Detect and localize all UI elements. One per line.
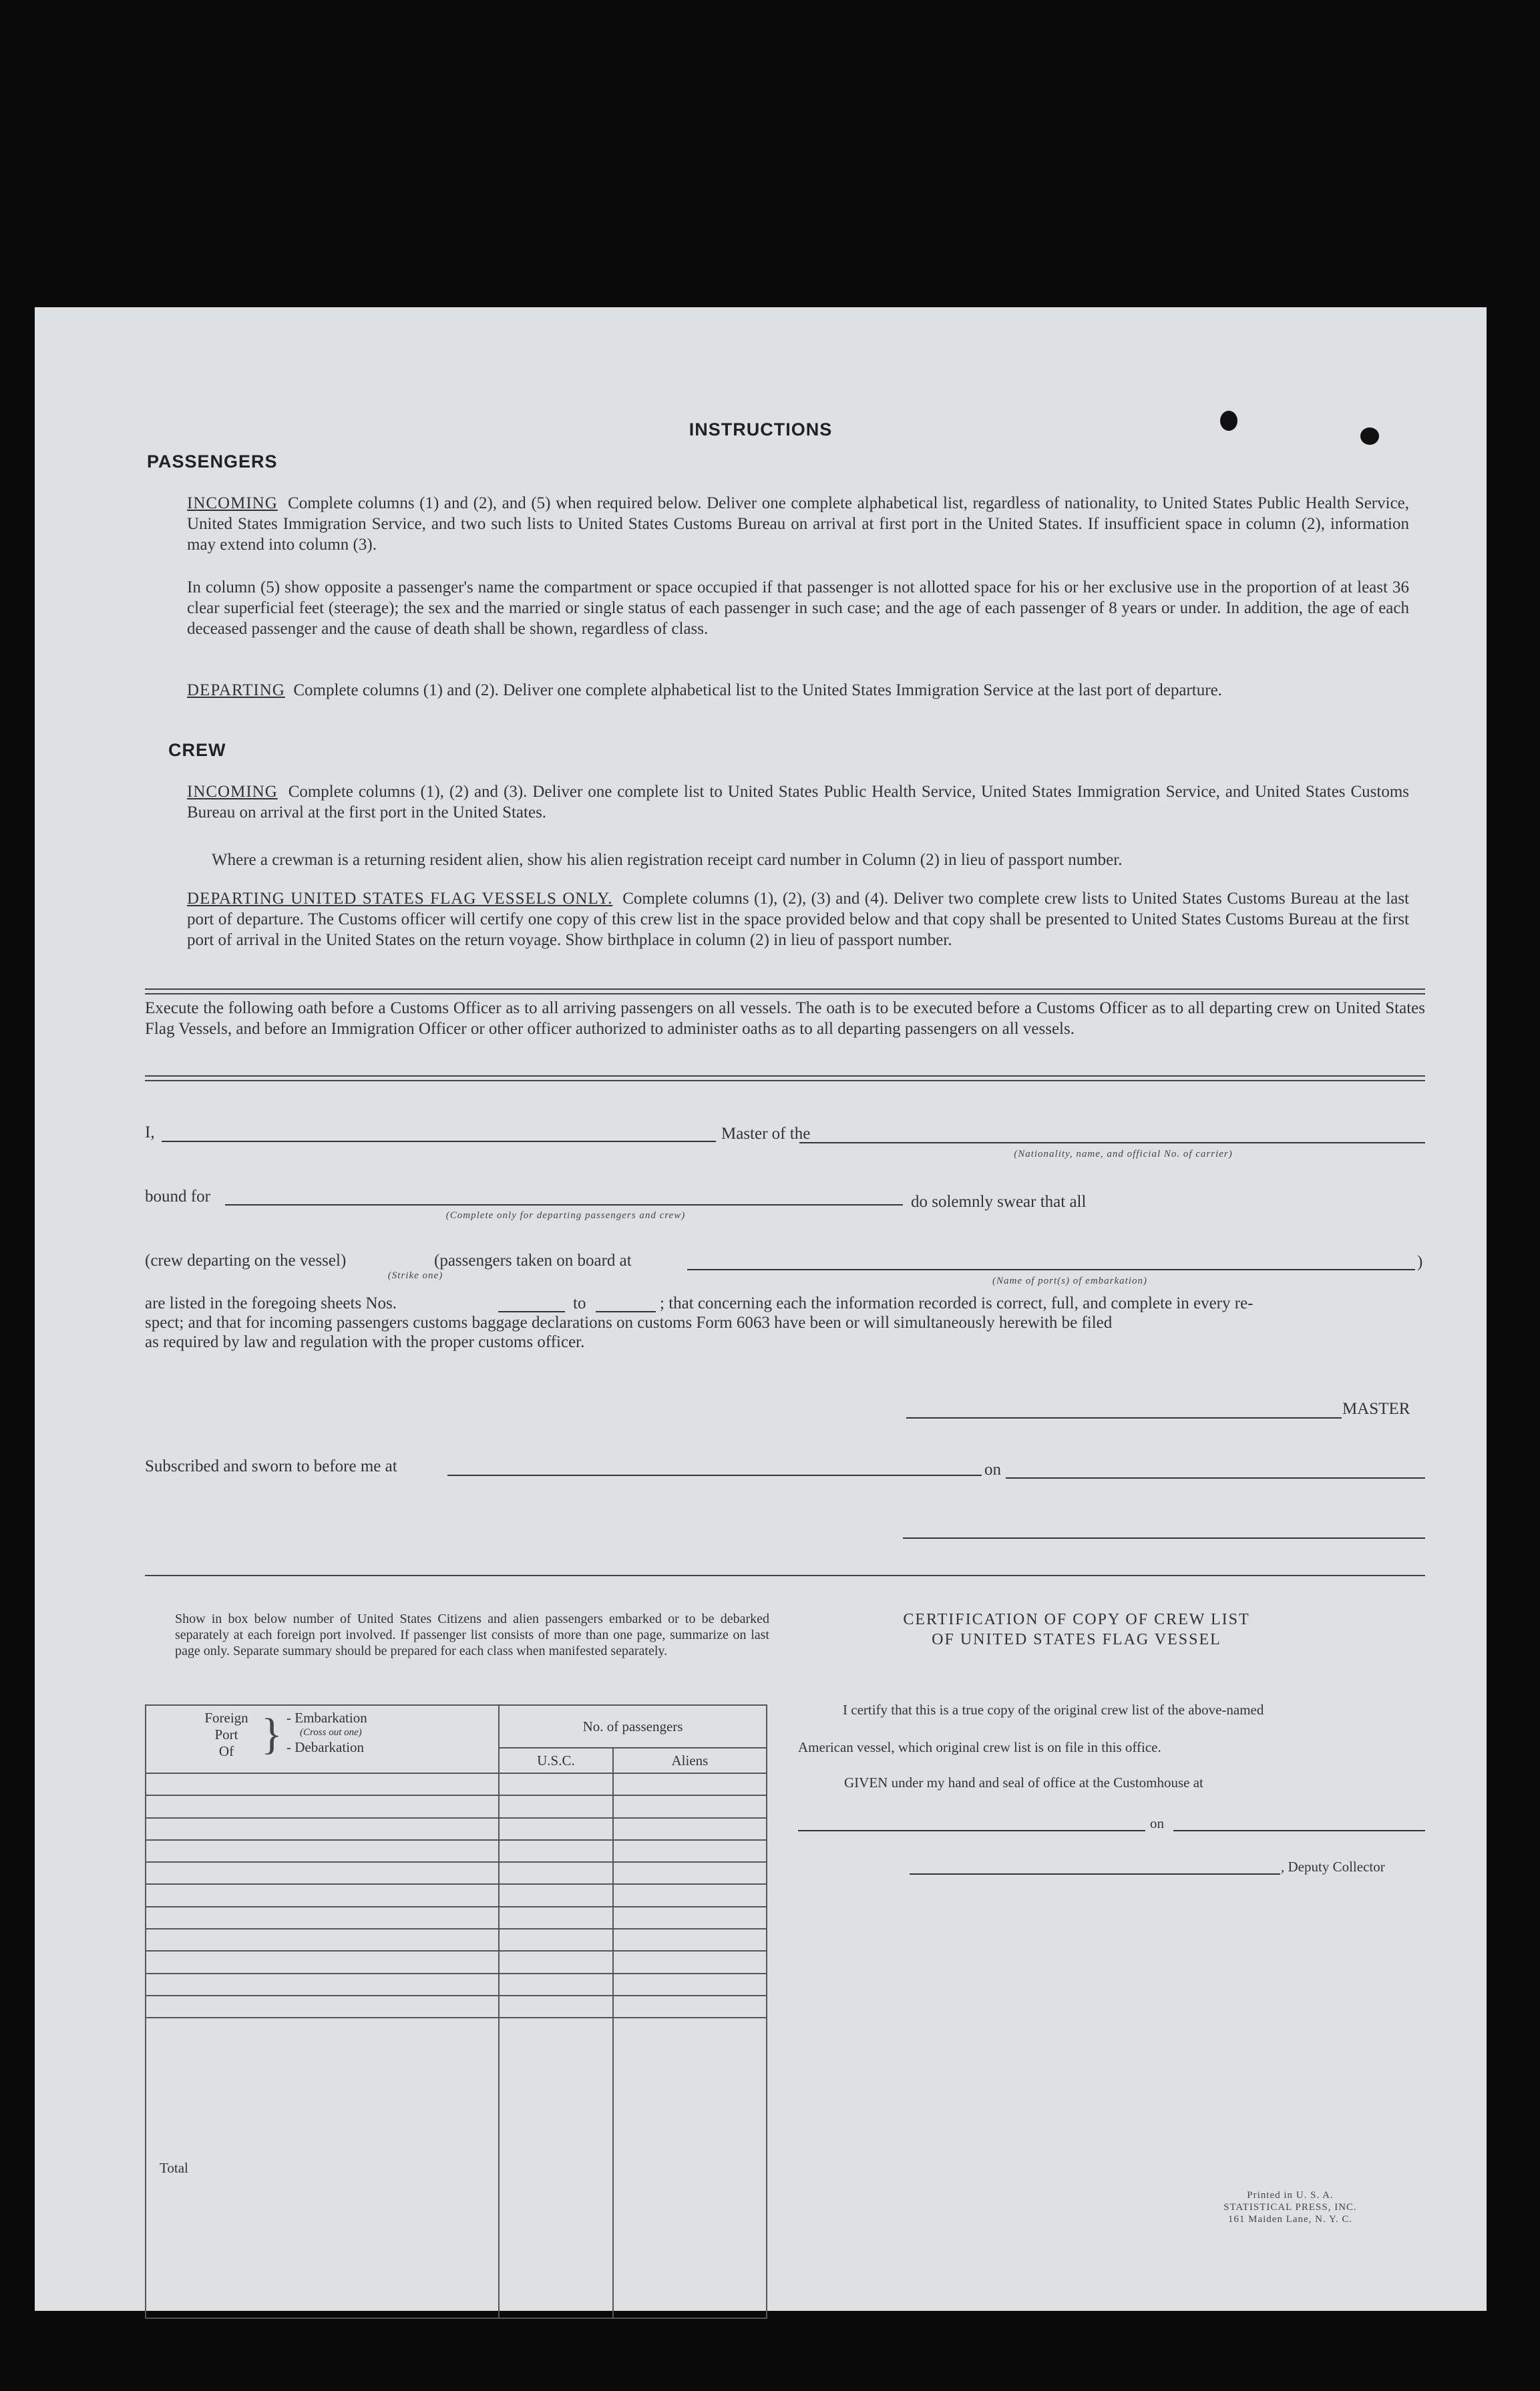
table-row bbox=[146, 1996, 767, 2018]
usc-cell[interactable] bbox=[499, 1907, 613, 1929]
port-cell[interactable] bbox=[146, 1951, 499, 1973]
crew-heading: CREW bbox=[168, 740, 226, 760]
listed-in-text: are listed in the foregoing sheets Nos. bbox=[145, 1294, 397, 1312]
usc-cell[interactable] bbox=[499, 1840, 613, 1862]
total-label: Total bbox=[146, 2018, 499, 2318]
aliens-cell[interactable] bbox=[613, 1951, 767, 1973]
deputy-collector-label: , Deputy Collector bbox=[1281, 1859, 1385, 1875]
bound-for-caption: (Complete only for departing passengers and crew) bbox=[445, 1210, 686, 1221]
printer-line1: Printed in U. S. A. bbox=[1247, 2190, 1334, 2201]
divider-single bbox=[145, 1575, 1425, 1576]
divider-double-2 bbox=[145, 1075, 1425, 1081]
usc-cell[interactable] bbox=[499, 1951, 613, 1973]
certification-title-line1: CERTIFICATION OF COPY OF CREW LIST bbox=[903, 1611, 1250, 1628]
port-label: Port bbox=[214, 1726, 238, 1742]
total-usc-cell[interactable] bbox=[499, 2018, 613, 2318]
crew-incoming-text: Complete columns (1), (2) and (3). Deliver one complete list to United States Public Health Service, United States Immigration Service, and United States Customs Bureau on arrival at the first port in the United States. bbox=[187, 783, 1410, 821]
foreign-label: Foreign bbox=[204, 1710, 248, 1726]
oath-i-label: I, bbox=[145, 1123, 155, 1141]
aliens-header: Aliens bbox=[613, 1748, 767, 1773]
swear-text: do solemnly swear that all bbox=[911, 1193, 1087, 1211]
usc-cell[interactable] bbox=[499, 1974, 613, 1996]
crew-incoming-label: INCOMING bbox=[187, 783, 278, 801]
port-cell[interactable] bbox=[146, 1795, 499, 1817]
respect-text: spect; and that for incoming passengers customs baggage declarations on customs Form 6063 have been or will simultaneously herewith be filed bbox=[145, 1314, 1113, 1332]
usc-cell[interactable] bbox=[499, 1818, 613, 1840]
sheet-to-field[interactable] bbox=[596, 1311, 656, 1312]
table-row bbox=[146, 1974, 767, 1996]
usc-cell[interactable] bbox=[499, 1773, 613, 1795]
crew-departing-paragraph bbox=[187, 888, 1409, 950]
master-name-field[interactable] bbox=[162, 1141, 716, 1142]
passengers-incoming-label: INCOMING bbox=[187, 494, 278, 512]
crew-departing-label: DEPARTING UNITED STATES FLAG VESSELS ONLY. bbox=[187, 890, 613, 908]
passengers-taken-option[interactable]: (passengers taken on board at bbox=[434, 1252, 632, 1270]
aliens-cell[interactable] bbox=[613, 1840, 767, 1862]
carrier-caption: (Nationality, name, and official No. of carrier) bbox=[1014, 1149, 1233, 1159]
aliens-cell[interactable] bbox=[613, 1996, 767, 2018]
usc-cell[interactable] bbox=[499, 1795, 613, 1817]
officer-signature-field[interactable] bbox=[903, 1537, 1425, 1539]
port-cell[interactable] bbox=[146, 1884, 499, 1906]
master-label: MASTER bbox=[1342, 1400, 1410, 1418]
aliens-cell[interactable] bbox=[613, 1929, 767, 1951]
aliens-cell[interactable] bbox=[613, 1974, 767, 1996]
of-label: Of bbox=[218, 1743, 234, 1759]
instructions-title: INSTRUCTIONS bbox=[689, 419, 833, 439]
embarkation-option[interactable]: - Embarkation bbox=[286, 1710, 367, 1726]
given-text: GIVEN under my hand and seal of office at the Customhouse at bbox=[844, 1775, 1203, 1791]
aliens-cell[interactable] bbox=[613, 1862, 767, 1884]
bound-for-label: bound for bbox=[145, 1187, 210, 1206]
usc-cell[interactable] bbox=[499, 1996, 613, 2018]
embarkation-close-paren: ) bbox=[1417, 1253, 1423, 1271]
aliens-cell[interactable] bbox=[613, 1773, 767, 1795]
certification-on-label: on bbox=[1150, 1815, 1164, 1831]
subscribed-text: Subscribed and sworn to before me at bbox=[145, 1457, 397, 1475]
total-aliens-cell[interactable] bbox=[613, 2018, 767, 2318]
port-header-cell bbox=[146, 1705, 499, 1773]
certification-date-field[interactable] bbox=[1173, 1830, 1425, 1831]
table-row bbox=[146, 1795, 767, 1817]
passengers-departing-paragraph bbox=[187, 680, 1409, 701]
summary-instruction: Show in box below number of United States Citizens and alien passengers embarked or to be debarked separately at each foreign port involved. If passenger list consists of more than one page, summarize on last page only. Separate summary should be prepared for each class when manifested separately. bbox=[175, 1612, 769, 1658]
passengers-departing-label: DEPARTING bbox=[187, 681, 285, 699]
aliens-cell[interactable] bbox=[613, 1795, 767, 1817]
printer-line2: STATISTICAL PRESS, INC. bbox=[1223, 2202, 1357, 2213]
divider-double-1 bbox=[145, 988, 1425, 994]
usc-header: U.S.C. bbox=[499, 1748, 613, 1773]
certification-title-line2: OF UNITED STATES FLAG VESSEL bbox=[932, 1631, 1221, 1648]
passenger-summary-table bbox=[145, 1704, 767, 2319]
passengers-incoming-paragraph bbox=[187, 493, 1409, 555]
aliens-cell[interactable] bbox=[613, 1907, 767, 1929]
passengers-incoming-text: Complete columns (1) and (2), and (5) when required below. Deliver one complete alphabetical list, regardless of nationality, to United States Public Health Service, United States Immigration Service, and two such lists to United States Customs Bureau on arrival at first port in the United States. If insufficient space in column (2), information may extend into column (3). bbox=[187, 494, 1410, 554]
brace-icon: } bbox=[261, 1710, 282, 1759]
american-vessel-text: American vessel, which original crew list is on file in this office. bbox=[798, 1739, 1161, 1755]
customhouse-field[interactable] bbox=[798, 1830, 1145, 1831]
required-text: as required by law and regulation with the proper customs officer. bbox=[145, 1333, 585, 1351]
cross-out-caption: (Cross out one) bbox=[300, 1727, 362, 1738]
port-cell[interactable] bbox=[146, 1974, 499, 1996]
printer-line3: 161 Maiden Lane, N. Y. C. bbox=[1227, 2214, 1353, 2225]
deputy-collector-signature-field[interactable] bbox=[910, 1873, 1280, 1875]
sworn-place-field[interactable] bbox=[447, 1475, 982, 1476]
passengers-departing-text: Complete columns (1) and (2). Deliver one complete alphabetical list to the United States Immigration Service at the last port of departure. bbox=[293, 681, 1222, 699]
bound-for-field[interactable] bbox=[225, 1204, 903, 1206]
port-cell[interactable] bbox=[146, 1907, 499, 1929]
crewman-paragraph: Where a crewman is a returning resident alien, show his alien registration receipt card number in Column (2) in lieu of passport number. bbox=[212, 851, 1123, 869]
embarkation-port-field[interactable] bbox=[687, 1269, 1415, 1270]
crew-departing-text: Complete columns (1), (2), (3) and (4). Deliver two complete crew lists to United States Customs Bureau at the last port of departure. The Customs officer will certify one copy of this crew list in the space provided below and that copy shall be presented to United States Customs Bureau at the first port of arrival in the United States on the return voyage. Show birthplace in column (2) in lieu of passport number. bbox=[187, 890, 1409, 949]
table-row bbox=[146, 1884, 767, 1906]
crew-departing-option[interactable]: (crew departing on the vessel) bbox=[145, 1252, 347, 1270]
oath-instruction: Execute the following oath before a Customs Officer as to all arriving passengers on all vessels. The oath is to be executed before a Customs Officer as to all departing crew on United States Flag Vessels, and before an Immigration Officer or other officer authorized to administer oaths as to all departing passengers on all vessels. bbox=[145, 999, 1425, 1038]
sworn-on-label: on bbox=[984, 1461, 1001, 1479]
total-row bbox=[146, 2018, 767, 2318]
usc-cell[interactable] bbox=[499, 1929, 613, 1951]
table-row bbox=[146, 1929, 767, 1951]
passengers-heading: PASSENGERS bbox=[147, 451, 278, 472]
master-of-the-label: Master of the bbox=[721, 1125, 811, 1143]
to-label: to bbox=[573, 1294, 586, 1312]
debarkation-option[interactable]: - Debarkation bbox=[286, 1739, 365, 1755]
sworn-date-field[interactable] bbox=[1006, 1477, 1425, 1479]
table-row bbox=[146, 1818, 767, 1840]
certify-text: I certify that this is a true copy of the original crew list of the above-named bbox=[843, 1702, 1264, 1718]
column5-paragraph: In column (5) show opposite a passenger's name the compartment or space occupied if that passenger is not allotted space for his or her exclusive use in the proportion of at least 36 clear superficial feet (steerage); the sex and the married or single status of each passenger in such case; and the age of each passenger of 8 years or under. In addition, the age of each deceased passenger and the cause of death shall be shown, regardless of class. bbox=[187, 578, 1409, 638]
concerning-text: ; that concerning each the information recorded is correct, full, and complete in every re- bbox=[660, 1294, 1254, 1312]
sheet-from-field[interactable] bbox=[498, 1311, 565, 1312]
port-cell[interactable] bbox=[146, 1996, 499, 2018]
table-row bbox=[146, 1951, 767, 1973]
crew-incoming-paragraph bbox=[187, 781, 1409, 823]
printer-imprint bbox=[1143, 2189, 1437, 2225]
carrier-field[interactable] bbox=[799, 1142, 1425, 1143]
usc-cell[interactable] bbox=[499, 1862, 613, 1884]
certification-title bbox=[796, 1610, 1357, 1650]
table-row bbox=[146, 1773, 767, 1795]
port-cell[interactable] bbox=[146, 1818, 499, 1840]
aliens-cell[interactable] bbox=[613, 1884, 767, 1906]
port-cell[interactable] bbox=[146, 1840, 499, 1862]
port-cell[interactable] bbox=[146, 1929, 499, 1951]
form-sheet bbox=[35, 307, 1487, 2311]
strike-one-caption: (Strike one) bbox=[387, 1270, 443, 1281]
master-signature-field[interactable] bbox=[906, 1417, 1342, 1419]
table-row bbox=[146, 1862, 767, 1884]
port-caption: (Name of port(s) of embarkation) bbox=[992, 1276, 1147, 1286]
port-cell[interactable] bbox=[146, 1862, 499, 1884]
port-cell[interactable] bbox=[146, 1773, 499, 1795]
no-of-passengers-header: No. of passengers bbox=[499, 1705, 767, 1748]
usc-cell[interactable] bbox=[499, 1884, 613, 1906]
table-row bbox=[146, 1907, 767, 1929]
table-row bbox=[146, 1840, 767, 1862]
aliens-cell[interactable] bbox=[613, 1818, 767, 1840]
